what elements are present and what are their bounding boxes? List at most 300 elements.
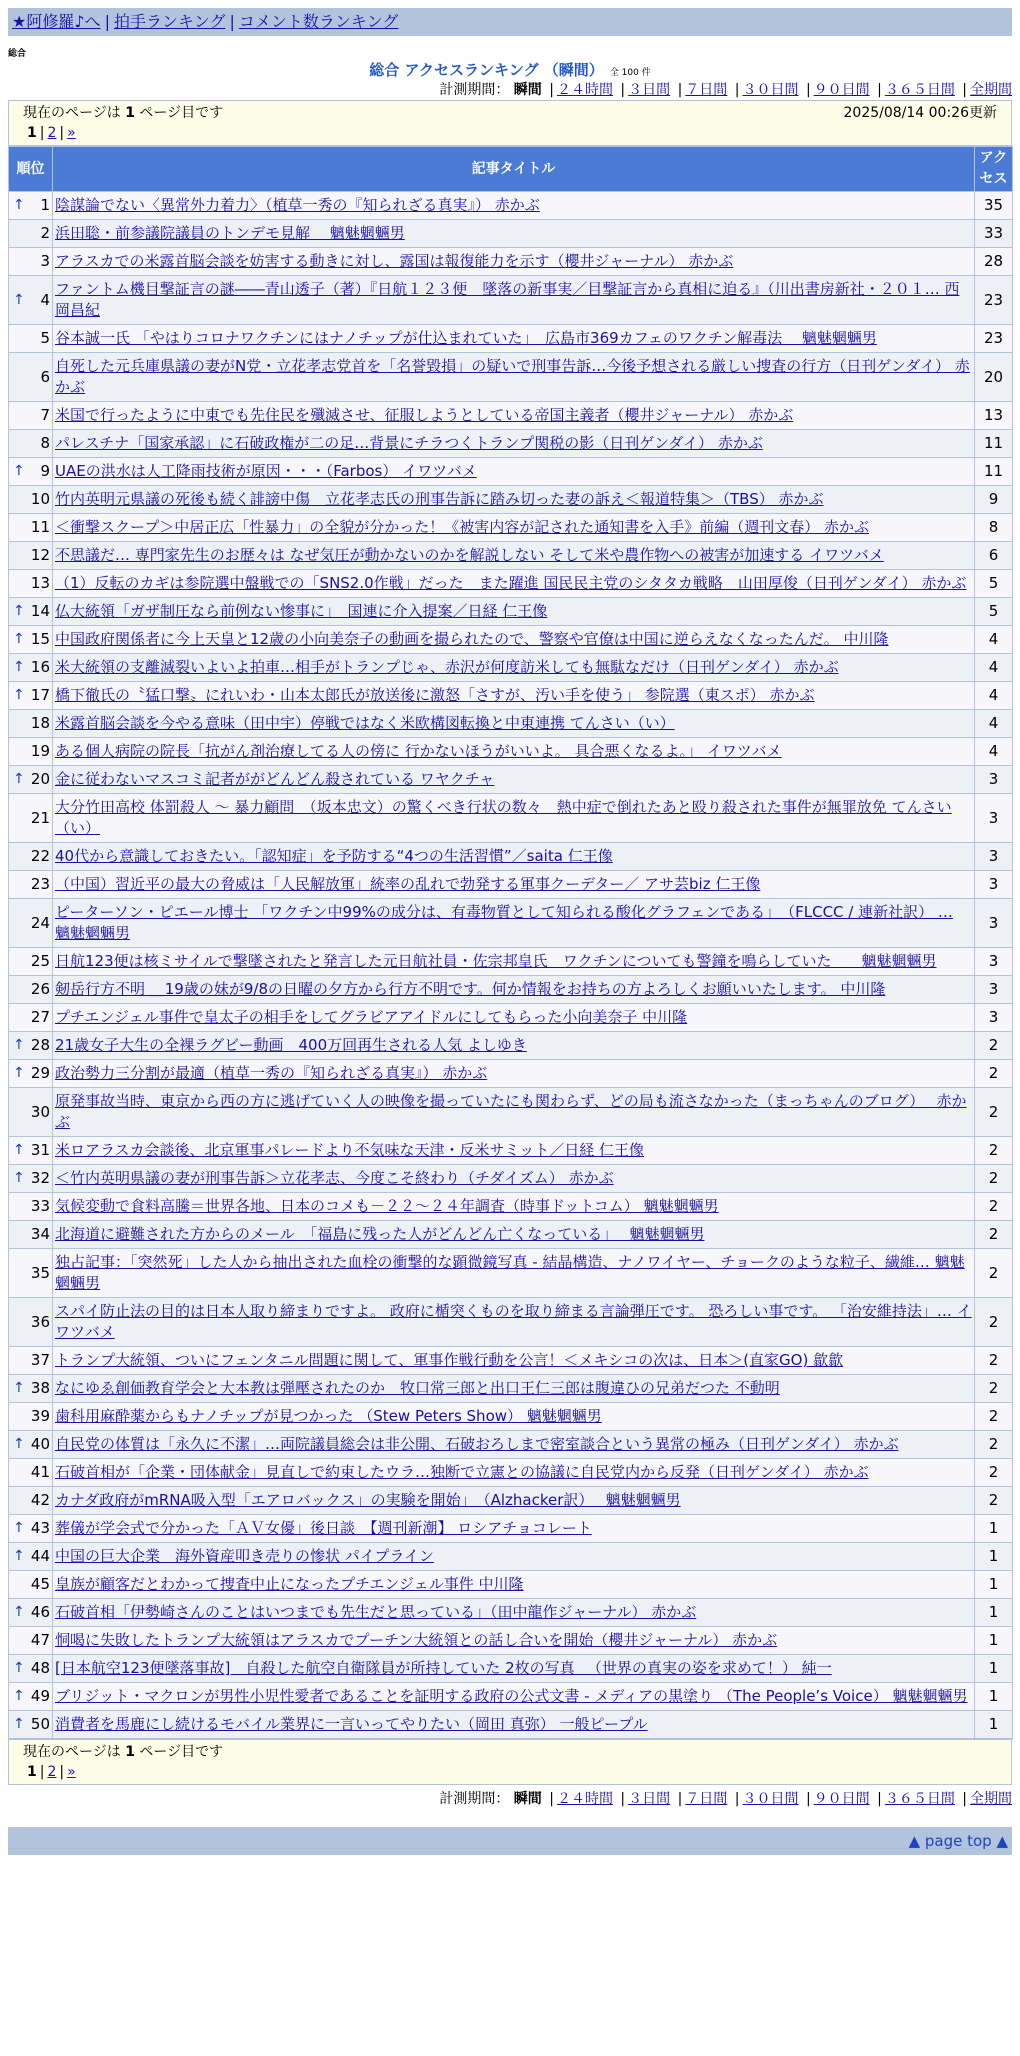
title-cell bbox=[53, 430, 975, 458]
title-cell bbox=[53, 654, 975, 682]
access-count: 11 bbox=[975, 458, 1013, 486]
title-cell bbox=[53, 1165, 975, 1193]
access-count: 1 bbox=[975, 1599, 1013, 1627]
table-row bbox=[9, 1543, 1013, 1571]
table-row bbox=[9, 1487, 1013, 1515]
title-cell bbox=[53, 843, 975, 871]
rank-cell bbox=[9, 220, 53, 248]
arrow-up-icon: ↑ bbox=[13, 1660, 25, 1676]
table-row bbox=[9, 1459, 1013, 1487]
rank-number: 3 bbox=[40, 252, 50, 270]
rank-cell bbox=[9, 1032, 53, 1060]
article-title-link[interactable]: 陰謀論でない〈異常外力着力〉（植草一秀の『知られざる真実』） 赤かぶ bbox=[55, 196, 540, 214]
table-row bbox=[9, 948, 1013, 976]
rank-number: 2 bbox=[40, 224, 50, 242]
rank-number: 50 bbox=[30, 1715, 50, 1733]
rank-cell bbox=[9, 899, 53, 948]
article-title-link[interactable]: 消費者を馬鹿にし続けるモバイル業界に一言いってやりたい（岡田 真弥） 一般ピープル bbox=[55, 1715, 648, 1733]
article-title-link[interactable]: 仏大統領「ガザ制圧なら前例ない惨事に」 国連に介入提案／日経 仁王像 bbox=[55, 602, 548, 620]
arrow-up-icon: ↑ bbox=[13, 771, 25, 787]
pager-status: 現在のページは 1 ページ目です bbox=[23, 1744, 224, 1760]
article-title-link[interactable]: 中国の巨大企業 海外資産叩き売りの惨状 パイプライン bbox=[55, 1547, 434, 1565]
link-asyura-home[interactable]: ★阿修羅♪へ bbox=[12, 12, 101, 31]
table-row bbox=[9, 899, 1013, 948]
access-count: 2 bbox=[975, 1298, 1013, 1347]
title-cell bbox=[53, 1193, 975, 1221]
article-title-link[interactable]: ブリジット・マクロンが男性小児性愛者であることを証明する政府の公式文書 - メディアの黒塗り （The People’s Voice） 魑魅魍魎男 bbox=[55, 1687, 968, 1705]
arrow-up-icon: ↑ bbox=[13, 1065, 25, 1081]
table-row bbox=[9, 542, 1013, 570]
title-cell bbox=[53, 402, 975, 430]
access-count: 1 bbox=[975, 1515, 1013, 1543]
article-title-link[interactable]: アラスカでの米露首脳会談を妨害する動きに対し、露国は報復能力を示す（櫻井ジャーナル） 赤かぶ bbox=[55, 252, 734, 270]
title-cell bbox=[53, 1004, 975, 1032]
title-cell bbox=[53, 682, 975, 710]
arrow-up-icon: ↑ bbox=[13, 687, 25, 703]
period-link-90d[interactable]: ９０日間 bbox=[813, 1791, 870, 1807]
table-row bbox=[9, 1032, 1013, 1060]
arrow-up-icon: ↑ bbox=[13, 1716, 25, 1732]
table-row bbox=[9, 458, 1013, 486]
pager-next-link[interactable]: » bbox=[67, 1764, 76, 1780]
rank-number: 48 bbox=[30, 1659, 50, 1677]
access-count: 3 bbox=[975, 871, 1013, 899]
table-row bbox=[9, 1403, 1013, 1431]
access-count: 3 bbox=[975, 1004, 1013, 1032]
access-count: 3 bbox=[975, 794, 1013, 843]
rank-number: 47 bbox=[30, 1631, 50, 1649]
access-count: 2 bbox=[975, 1347, 1013, 1375]
period-link-90d[interactable]: ９０日間 bbox=[813, 82, 870, 98]
article-title-link[interactable]: ファントム機目撃証言の謎――青山透子（著）『日航１２３便 墜落の新事実／目撃証言から真相に迫る』（川出書房新社・２０１… 西岡昌紀 bbox=[55, 280, 960, 319]
title-cell bbox=[53, 766, 975, 794]
title-cell bbox=[53, 1431, 975, 1459]
access-count: 5 bbox=[975, 598, 1013, 626]
rank-number: 14 bbox=[30, 602, 50, 620]
title-cell bbox=[53, 1571, 975, 1599]
article-title-link[interactable]: 竹内英明元県議の死後も続く誹謗中傷 立花孝志氏の刑事告訴に踏み切った妻の訴え＜報道特集＞（TBS） 赤かぶ bbox=[55, 490, 824, 508]
arrow-up-icon: ↑ bbox=[13, 1548, 25, 1564]
table-row bbox=[9, 192, 1013, 220]
rank-cell bbox=[9, 458, 53, 486]
article-title-link[interactable]: 葬儀が学会式で分かった「ＡＶ女優」後日談 【週刊新潮】 ロシアチョコレート bbox=[55, 1519, 592, 1537]
rank-number: 21 bbox=[30, 808, 50, 827]
arrow-up-icon: ↑ bbox=[13, 603, 25, 619]
article-title-link[interactable]: 自死した元兵庫県議の妻がN党・立花孝志党首を「名誉毀損」の疑いで刑事告訴…今後予想される厳しい捜査の行方（日刊ゲンダイ） 赤かぶ bbox=[55, 357, 970, 396]
table-row bbox=[9, 1683, 1013, 1711]
article-title-link[interactable]: カナダ政府がmRNA吸入型「エアロバックス」の実験を開始」 （Alzhacker訳） 魑魅魍魎男 bbox=[55, 1491, 681, 1509]
table-row bbox=[9, 1431, 1013, 1459]
rank-cell bbox=[9, 402, 53, 430]
access-count: 2 bbox=[975, 1403, 1013, 1431]
title-cell bbox=[53, 1515, 975, 1543]
title-cell bbox=[53, 1627, 975, 1655]
table-row bbox=[9, 626, 1013, 654]
rank-cell bbox=[9, 738, 53, 766]
arrow-up-icon: ↑ bbox=[13, 1142, 25, 1158]
article-title-link[interactable]: UAEの洪水は人工降雨技術が原因・・・（Farbos） イワツバメ bbox=[55, 462, 477, 480]
rank-cell bbox=[9, 276, 53, 325]
article-title-link[interactable]: 不思議だ… 専門家先生のお歴々は なぜ気圧が動かないのかを解説しない そして米や農作物への被害が加速する イワツバメ bbox=[55, 546, 884, 564]
rank-cell bbox=[9, 843, 53, 871]
nav-separator: | bbox=[104, 12, 110, 31]
title-cell bbox=[53, 542, 975, 570]
title-cell bbox=[53, 598, 975, 626]
arrow-up-icon: ↑ bbox=[13, 1520, 25, 1536]
table-row bbox=[9, 570, 1013, 598]
title-cell bbox=[53, 794, 975, 843]
article-title-link[interactable]: 日航123便は核ミサイルで撃墜されたと発言した元日航社員・佐宗邦皇氏 ワクチンについても警鐘を鳴らしていた 魑魅魍魎男 bbox=[55, 952, 937, 970]
title-cell bbox=[53, 899, 975, 948]
rank-number: 12 bbox=[30, 546, 50, 564]
rank-number: 32 bbox=[30, 1169, 50, 1187]
article-title-link[interactable]: 浜田聡・前参議院議員のトンデモ見解 魑魅魍魎男 bbox=[55, 224, 405, 242]
access-count: 1 bbox=[975, 1711, 1013, 1739]
access-count: 4 bbox=[975, 626, 1013, 654]
ranking-table bbox=[8, 146, 1013, 1739]
rank-number: 4 bbox=[40, 290, 50, 309]
arrow-up-icon: ↑ bbox=[13, 1604, 25, 1620]
article-title-link[interactable]: 北海道に避難された方からのメール 「福島に残った人がどんどん亡くなっている」 魑魅魍魎男 bbox=[55, 1225, 705, 1243]
rank-cell bbox=[9, 1487, 53, 1515]
rank-number: 22 bbox=[30, 847, 50, 865]
rank-cell bbox=[9, 1060, 53, 1088]
article-title-link[interactable]: 気候変動で食料高騰＝世界各地、日本のコメも－２２～２４年調査（時事ドットコム） 魑魅魍魎男 bbox=[55, 1197, 719, 1215]
title-cell bbox=[53, 626, 975, 654]
rank-cell bbox=[9, 1459, 53, 1487]
pager-next-link[interactable]: » bbox=[67, 125, 76, 141]
rank-cell bbox=[9, 1571, 53, 1599]
rank-cell bbox=[9, 1683, 53, 1711]
table-row bbox=[9, 766, 1013, 794]
table-row bbox=[9, 654, 1013, 682]
title-cell bbox=[53, 458, 975, 486]
period-link-365d[interactable]: ３６５日間 bbox=[884, 1791, 955, 1807]
table-row bbox=[9, 1137, 1013, 1165]
rank-number: 16 bbox=[30, 658, 50, 676]
table-row bbox=[9, 976, 1013, 1004]
title-cell bbox=[53, 1032, 975, 1060]
table-row bbox=[9, 682, 1013, 710]
article-title-link[interactable]: 米大統領の支離滅裂いよいよ拍車…相手がトランプじゃ、赤沢が何度訪米しても無駄なだけ（日刊ゲンダイ） 赤かぶ bbox=[55, 658, 839, 676]
pager-link-page-2[interactable]: 2 bbox=[47, 1764, 57, 1780]
title-cell bbox=[53, 220, 975, 248]
article-title-link[interactable]: 石破首相「伊勢崎さんのことはいつまでも先生だと思っている」（田中龍作ジャーナル） 赤かぶ bbox=[55, 1603, 697, 1621]
access-count: 28 bbox=[975, 248, 1013, 276]
pager-current-page: 1 bbox=[27, 1764, 37, 1780]
period-link-3d[interactable]: ３日間 bbox=[628, 1791, 671, 1807]
rank-number: 11 bbox=[30, 518, 50, 536]
access-count: 8 bbox=[975, 514, 1013, 542]
access-count: 1 bbox=[975, 1627, 1013, 1655]
article-title-link[interactable]: 40代から意識しておきたい。「認知症」を予防する“4つの生活習慣”／saita 仁王像 bbox=[55, 847, 613, 865]
title-cell bbox=[53, 1403, 975, 1431]
rank-cell bbox=[9, 766, 53, 794]
title-cell bbox=[53, 1249, 975, 1298]
title-cell bbox=[53, 1298, 975, 1347]
article-title-link[interactable]: [日本航空123便墜落事故] 自殺した航空自衛隊員が所持していた 2枚の写真 （世界の真実の姿を求めて！） 純一 bbox=[55, 1659, 832, 1677]
rank-cell bbox=[9, 1711, 53, 1739]
rank-number: 5 bbox=[40, 329, 50, 347]
title-cell bbox=[53, 1543, 975, 1571]
rank-number: 40 bbox=[30, 1435, 50, 1453]
article-title-link[interactable]: 独占記事：「突然死」した人から抽出された血栓の衝撃的な顕微鏡写真 - 結晶構造、ナノワイヤー、チョークのような粒子、繊維… 魑魅魍魎男 bbox=[55, 1253, 965, 1292]
access-count: 11 bbox=[975, 430, 1013, 458]
rank-number: 41 bbox=[30, 1463, 50, 1481]
rank-cell bbox=[9, 542, 53, 570]
access-count: 23 bbox=[975, 276, 1013, 325]
rank-cell bbox=[9, 192, 53, 220]
article-title-link[interactable]: （1）反転のカギは参院選中盤戦での「SNS2.0作戦」だった また躍進 国民民主党のシタタカ戦略 山田厚俊（日刊ゲンダイ） 赤かぶ bbox=[55, 574, 967, 592]
article-title-link[interactable]: 谷本誠一氏 「やはりコロナワクチンにはナノチップが仕込まれていた」 広島市369カフェのワクチン解毒法 魑魅魍魎男 bbox=[55, 329, 877, 347]
article-title-link[interactable]: ＜竹内英明県議の妻が刑事告訴＞立花孝志、今度こそ終わり（チダイズム） 赤かぶ bbox=[55, 1169, 614, 1187]
article-title-link[interactable]: 大分竹田高校 体罰殺人 ～ 暴力顧問 （坂本忠文）の驚くべき行状の数々 熱中症で倒れたあと殴り殺された事件が無罪放免 てんさい（い） bbox=[55, 798, 952, 837]
rank-number: 20 bbox=[30, 770, 50, 788]
link-comment-ranking[interactable]: コメント数ランキング bbox=[238, 12, 399, 31]
access-count: 9 bbox=[975, 486, 1013, 514]
access-count: 3 bbox=[975, 766, 1013, 794]
rank-number: 18 bbox=[30, 714, 50, 732]
table-row bbox=[9, 1298, 1013, 1347]
rank-cell bbox=[9, 1249, 53, 1298]
article-title-link[interactable]: 米国で行ったように中東でも先住民を殲滅させ、征服しようとしている帝国主義者（櫻井ジャーナル） 赤かぶ bbox=[55, 406, 794, 424]
access-count: 2 bbox=[975, 1431, 1013, 1459]
access-count: 6 bbox=[975, 542, 1013, 570]
access-count: 13 bbox=[975, 402, 1013, 430]
rank-number: 26 bbox=[30, 980, 50, 998]
access-count: 2 bbox=[975, 1459, 1013, 1487]
item-count: 全 100 件 bbox=[609, 68, 651, 78]
period-link-30d[interactable]: ３０日間 bbox=[742, 82, 799, 98]
period-selector-top: 計測期間： 瞬間 | ２４時間 | ３日間 | ７日間 | ３０日間 | ９０日間 | ３６５日間 | 全期間 bbox=[439, 82, 1012, 98]
rank-number: 23 bbox=[30, 875, 50, 893]
table-row bbox=[9, 325, 1013, 353]
rank-number: 8 bbox=[40, 434, 50, 452]
footer-bar bbox=[8, 1827, 1012, 1855]
article-title-link[interactable]: 石破首相が「企業・団体献金」見直しで約束したウラ…独断で立憲との協議に自民党内から反発（日刊ゲンダイ） 赤かぶ bbox=[55, 1463, 869, 1481]
arrow-up-icon: ↑ bbox=[13, 291, 25, 308]
period-link-24h[interactable]: ２４時間 bbox=[556, 82, 613, 98]
ranking-table-body bbox=[9, 192, 1013, 1739]
rank-cell bbox=[9, 1298, 53, 1347]
rank-number: 27 bbox=[30, 1008, 50, 1026]
rank-cell bbox=[9, 1137, 53, 1165]
article-title-link[interactable]: 21歳女子大生の全裸ラグビー動画 400万回再生される人気 よしゆき bbox=[55, 1036, 527, 1054]
access-count: 2 bbox=[975, 1032, 1013, 1060]
title-cell bbox=[53, 710, 975, 738]
rank-cell bbox=[9, 682, 53, 710]
title-cell bbox=[53, 1137, 975, 1165]
rank-number: 13 bbox=[30, 574, 50, 592]
access-count: 23 bbox=[975, 325, 1013, 353]
access-count: 35 bbox=[975, 192, 1013, 220]
access-count: 33 bbox=[975, 220, 1013, 248]
rank-cell bbox=[9, 570, 53, 598]
table-row bbox=[9, 1060, 1013, 1088]
title-cell bbox=[53, 976, 975, 1004]
rank-number: 29 bbox=[30, 1064, 50, 1082]
access-count: 3 bbox=[975, 948, 1013, 976]
top-nav-bar bbox=[8, 8, 1012, 36]
title-cell bbox=[53, 1599, 975, 1627]
access-count: 2 bbox=[975, 1193, 1013, 1221]
access-count: 5 bbox=[975, 570, 1013, 598]
title-cell bbox=[53, 1487, 975, 1515]
rank-number: 34 bbox=[30, 1225, 50, 1243]
arrow-up-icon: ↑ bbox=[13, 659, 25, 675]
rank-number: 39 bbox=[30, 1407, 50, 1425]
access-count: 2 bbox=[975, 1375, 1013, 1403]
table-row bbox=[9, 276, 1013, 325]
period-link-30d[interactable]: ３０日間 bbox=[742, 1791, 799, 1807]
period-link-365d[interactable]: ３６５日間 bbox=[884, 82, 955, 98]
pager-link-page-2[interactable]: 2 bbox=[47, 125, 57, 141]
table-row bbox=[9, 794, 1013, 843]
table-row bbox=[9, 1627, 1013, 1655]
article-title-link[interactable]: 金に従わないマスコミ記者ががどんどん殺されている ワヤクチャ bbox=[55, 770, 495, 788]
access-count: 4 bbox=[975, 738, 1013, 766]
article-title-link[interactable]: なにゆゑ創価教育学会と大本教は弾壓されたのか 牧口常三郎と出口王仁三郎は腹違ひの兄弟だつた 不動明 bbox=[55, 1379, 780, 1397]
rank-cell bbox=[9, 1431, 53, 1459]
table-row bbox=[9, 1347, 1013, 1375]
article-title-link[interactable]: 政治勢力三分割が最適（植草一秀の『知られざる真実』） 赤かぶ bbox=[55, 1064, 488, 1082]
rank-cell bbox=[9, 1165, 53, 1193]
rank-cell bbox=[9, 598, 53, 626]
access-count: 2 bbox=[975, 1060, 1013, 1088]
table-row bbox=[9, 1571, 1013, 1599]
rank-number: 10 bbox=[30, 490, 50, 508]
article-title-link[interactable]: トランプ大統領、ついにフェンタニル問題に関して、軍事作戦行動を公言！＜メキシコの次は、日本＞(直家GO) 歙歙 bbox=[55, 1351, 844, 1369]
access-count: 2 bbox=[975, 1487, 1013, 1515]
period-link-all[interactable]: 全期間 bbox=[970, 82, 1012, 98]
rank-cell bbox=[9, 1375, 53, 1403]
title-cell bbox=[53, 871, 975, 899]
rank-number: 28 bbox=[30, 1036, 50, 1054]
table-row bbox=[9, 1221, 1013, 1249]
pager-status: 現在のページは 1 ページ目です bbox=[23, 105, 224, 121]
title-cell bbox=[53, 948, 975, 976]
arrow-up-icon: ↑ bbox=[13, 463, 25, 479]
rank-cell bbox=[9, 871, 53, 899]
access-count: 3 bbox=[975, 976, 1013, 1004]
article-title-link[interactable]: 原発事故当時、東京から西の方に逃げていく人の映像を撮っていたにも関わらず、どの局も流さなかった（まっちゃんのブログ） 赤かぶ bbox=[55, 1092, 967, 1131]
article-title-link[interactable]: 橋下徹氏の〝猛口撃〟にれいわ・山本太郎氏が放送後に激怒「さすが、汚い手を使う」 参院選（東スポ） 赤かぶ bbox=[55, 686, 815, 704]
rank-cell bbox=[9, 1543, 53, 1571]
arrow-up-icon: ↑ bbox=[13, 1688, 25, 1704]
rank-number: 15 bbox=[30, 630, 50, 648]
period-link-all[interactable]: 全期間 bbox=[970, 1791, 1012, 1807]
article-title-link[interactable]: （中国）習近平の最大の脅威は「人民解放軍」統率の乱れで勃発する軍事クーデター／ アサ芸biz 仁王像 bbox=[55, 875, 761, 893]
rank-number: 36 bbox=[30, 1312, 50, 1331]
nav-separator: | bbox=[229, 12, 235, 31]
title-cell bbox=[53, 1060, 975, 1088]
rank-cell bbox=[9, 248, 53, 276]
title-cell bbox=[53, 353, 975, 402]
period-link-7d[interactable]: ７日間 bbox=[685, 82, 728, 98]
article-title-link[interactable]: ＜衝撃スクープ＞中居正広「性暴力」の全貌が分かった！《被害内容が記された通知書を入手》前編（週刊文春） 赤かぶ bbox=[55, 518, 870, 536]
rank-cell bbox=[9, 1347, 53, 1375]
rank-number: 37 bbox=[30, 1351, 50, 1369]
article-title-link[interactable]: ある個人病院の院長「抗がん剤治療してる人の傍に 行かないほうがいいよ。 具合悪くなるよ。」 イワツバメ bbox=[55, 742, 782, 760]
access-count: 2 bbox=[975, 1221, 1013, 1249]
rank-cell bbox=[9, 626, 53, 654]
rank-cell bbox=[9, 1599, 53, 1627]
table-row bbox=[9, 220, 1013, 248]
access-count: 2 bbox=[975, 1165, 1013, 1193]
article-title-link[interactable]: プチエンジェル事件で皇太子の相手をしてグラビアアイドルにしてもらった小向美奈子 中川隆 bbox=[55, 1008, 688, 1026]
table-row bbox=[9, 1088, 1013, 1137]
rank-number: 35 bbox=[30, 1263, 50, 1282]
rank-cell bbox=[9, 1221, 53, 1249]
arrow-up-icon: ↑ bbox=[13, 631, 25, 647]
table-row bbox=[9, 1249, 1013, 1298]
period-link-24h[interactable]: ２４時間 bbox=[556, 1791, 613, 1807]
table-row bbox=[9, 738, 1013, 766]
article-title-link[interactable]: 米ロアラスカ会談後、北京軍事パレードより不気味な天津・反米サミット／日経 仁王像 bbox=[55, 1141, 645, 1159]
page-title: 総合 アクセスランキング （瞬間） bbox=[369, 61, 604, 79]
period-link-7d[interactable]: ７日間 bbox=[685, 1791, 728, 1807]
access-count: 2 bbox=[975, 1249, 1013, 1298]
table-row bbox=[9, 402, 1013, 430]
access-count: 4 bbox=[975, 654, 1013, 682]
table-row bbox=[9, 248, 1013, 276]
title-cell bbox=[53, 514, 975, 542]
article-title-link[interactable]: 歯科用麻酔薬からもナノチップが見つかった （Stew Peters Show） 魑魅魍魎男 bbox=[55, 1407, 602, 1425]
rank-number: 30 bbox=[30, 1102, 50, 1121]
table-row bbox=[9, 353, 1013, 402]
access-count: 2 bbox=[975, 1088, 1013, 1137]
article-title-link[interactable]: 自民党の体質は「永久に不潔」…両院議員総会は非公開、石破おろしまで密室談合という異常の極み（日刊ゲンダイ） 赤かぶ bbox=[55, 1435, 899, 1453]
article-title-link[interactable]: 剱岳行方不明 ＿19歳の妹が9/8の日曜の夕方から行方不明です。何か情報をお持ちの方よろしくお願いいたします。 中川隆 bbox=[55, 980, 886, 998]
article-title-link[interactable]: パレスチナ「国家承認」に石破政権が二の足…背景にチラつくトランプ関税の影（日刊ゲンダイ） 赤かぶ bbox=[55, 434, 763, 452]
article-title-link[interactable]: 恫喝に失敗したトランプ大統領はアラスカでプーチン大統領との話し合いを開始（櫻井ジャーナル） 赤かぶ bbox=[55, 1631, 778, 1649]
pager-top: 現在のページは 1 ページ目です 2025/08/14 00:26更新 1 | 2 | » bbox=[8, 100, 1012, 146]
title-cell bbox=[53, 1655, 975, 1683]
access-count: 3 bbox=[975, 899, 1013, 948]
period-label: 計測期間： bbox=[439, 82, 510, 98]
period-current: 瞬間 bbox=[513, 82, 542, 98]
rank-cell bbox=[9, 1515, 53, 1543]
article-title-link[interactable]: スパイ防止法の目的は日本人取り締まりですよ。 政府に楯突くものを取り締まる言論弾圧です。 恐ろしい事です。 「治安維持法」… イワツバメ bbox=[55, 1302, 972, 1341]
column-header-title: 記事タイトル bbox=[53, 147, 975, 192]
article-title-link[interactable]: 米露首脳会談を今やる意味（田中宇）停戦ではなく米欧構図転換と中東連携 てんさい（い） bbox=[55, 714, 675, 732]
rank-cell bbox=[9, 710, 53, 738]
rank-number: 6 bbox=[40, 367, 50, 386]
page-title-row bbox=[8, 60, 1012, 80]
table-row bbox=[9, 1655, 1013, 1683]
article-title-link[interactable]: 皇族が顧客だとわかって捜査中止になったプチエンジェル事件 中川隆 bbox=[55, 1575, 524, 1593]
link-applause-ranking[interactable]: 拍手ランキング bbox=[113, 12, 226, 31]
rank-cell bbox=[9, 1403, 53, 1431]
rank-cell bbox=[9, 794, 53, 843]
article-title-link[interactable]: ピーターソン・ピエール博士 「ワクチン中99%の成分は、有毒物質として知られる酸化グラフェンである」 （FLCCC / 連新社訳） … 魑魅魍魎男 bbox=[55, 903, 953, 942]
article-title-link[interactable]: 中国政府関係者に今上天皇と12歳の小向美奈子の動画を撮られたので、警察や官僚は中国に逆らえなくなったんだ。 中川隆 bbox=[55, 630, 889, 648]
title-cell bbox=[53, 192, 975, 220]
rank-number: 19 bbox=[30, 742, 50, 760]
period-link-3d[interactable]: ３日間 bbox=[628, 82, 671, 98]
rank-number: 17 bbox=[30, 686, 50, 704]
page bbox=[8, 0, 1012, 1855]
access-count: 2 bbox=[975, 1137, 1013, 1165]
period-label: 計測期間： bbox=[439, 1791, 510, 1807]
title-cell bbox=[53, 248, 975, 276]
rank-number: 49 bbox=[30, 1687, 50, 1705]
rank-cell bbox=[9, 514, 53, 542]
title-cell bbox=[53, 1711, 975, 1739]
title-cell bbox=[53, 1221, 975, 1249]
rank-number: 44 bbox=[30, 1547, 50, 1565]
page-top-link[interactable]: ▲ page top ▲ bbox=[908, 1832, 1008, 1850]
